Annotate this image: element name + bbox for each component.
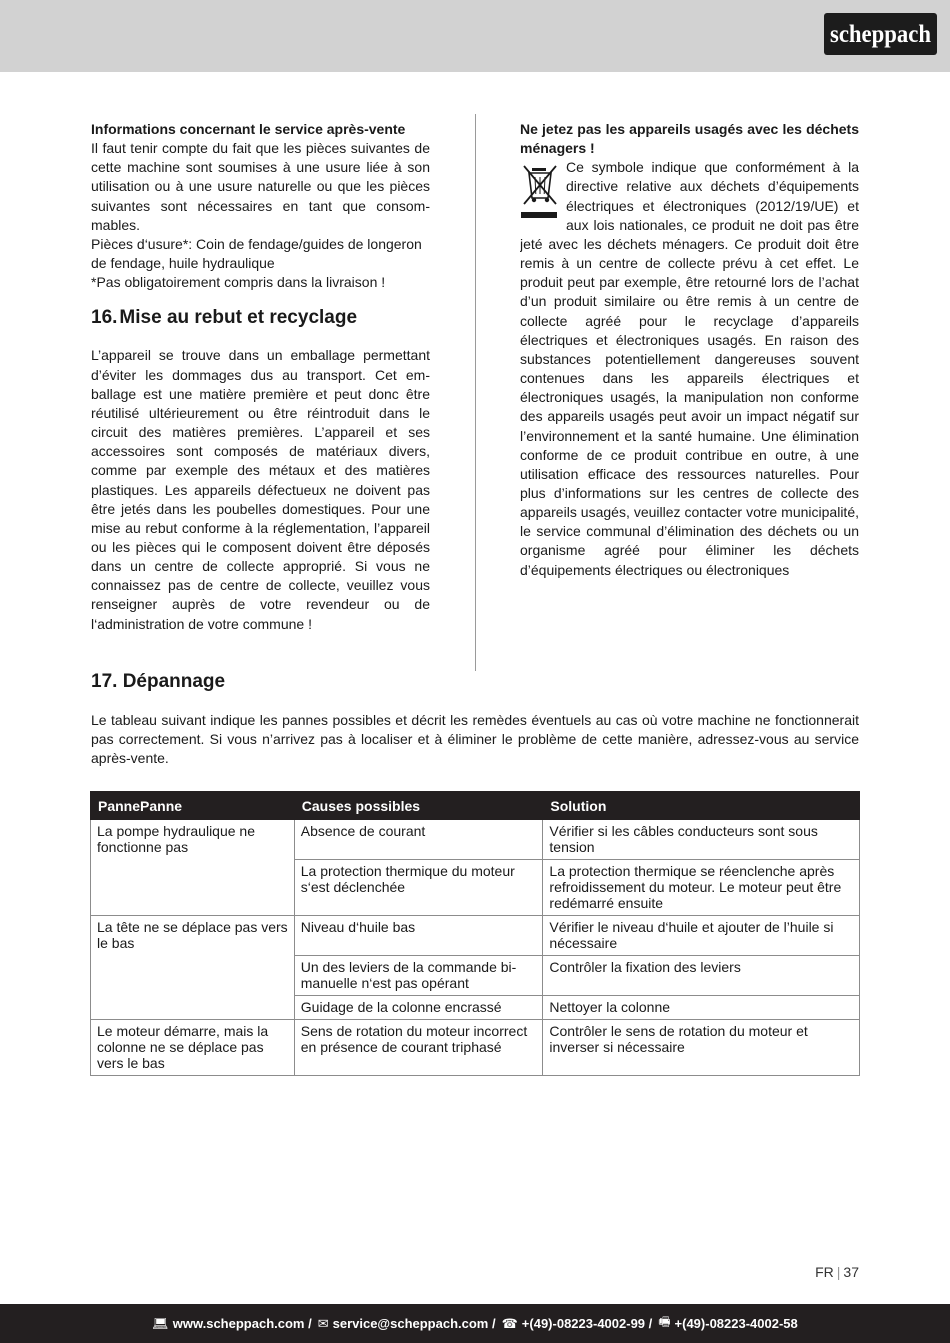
table-row: [91, 1020, 860, 1076]
column-header-causes: Causes possibles: [294, 792, 543, 820]
solution-cell: Contrôler le sens de rotation du moteur et inverser si nécessaire: [543, 1020, 860, 1076]
fault-cell: Le moteur démarre, mais la colonne ne se déplace pas vers le bas: [91, 1020, 295, 1076]
weee-heading: Ne jetez pas les appareils usagés avec les déchets ménagers !: [520, 121, 859, 157]
cause-cell: Sens de rotation du moteur incorrect en présence de courant triphasé: [294, 1020, 543, 1076]
logo-text: scheppach: [830, 21, 932, 48]
envelope-icon: ✉︎: [317, 1315, 329, 1331]
page-number: [790, 1264, 859, 1280]
cause-cell: Absence de courant: [294, 820, 543, 860]
weee-block: [520, 158, 859, 579]
cause-cell: La protection thermique du moteur s‘est déclenchée: [294, 860, 543, 916]
footer-email[interactable]: service@scheppach.com /: [332, 1316, 496, 1331]
cause-cell: Un des leviers de la commande bimanuelle n‘est pas opérant: [294, 956, 543, 996]
solution-cell: Vérifier le niveau d‘huile et ajouter de l’huile si nécessaire: [543, 916, 860, 956]
wear-parts-text: Pièces d‘usure*: Coin de fendage/guides de longeron de fendage, huile hydraulique: [91, 235, 422, 272]
crossed-out-wheelie-bin-icon: [520, 162, 560, 220]
footer-website[interactable]: www.scheppach.com /: [172, 1316, 312, 1331]
service-text: Il faut tenir compte du fait que les pièces suivantes de cette machine sont soumises à une usure liée à son utilisation ou à une usure naturelle ou que les pièces suivantes sont nécessaires en tant que consommables.: [91, 140, 430, 233]
section-17: [91, 670, 859, 768]
footer-phone: +(49)-08223-4002-99 /: [521, 1316, 653, 1331]
solution-cell: La protection thermique se réenclenche après refroidissement du moteur. Le moteur peut être redémarré ensuite: [543, 860, 860, 916]
scheppach-logo: [824, 13, 937, 55]
column-divider: [475, 114, 476, 671]
header-band: [0, 0, 950, 72]
right-column: [520, 120, 859, 580]
solution-cell: Nettoyer la colonne: [543, 996, 860, 1020]
page-number-value: 37: [843, 1264, 859, 1280]
laptop-icon: 💻︎: [152, 1315, 169, 1331]
page-language: FR: [815, 1264, 834, 1280]
fault-cell: La pompe hydraulique ne fonctionne pas: [91, 820, 295, 916]
section-16-title: [91, 306, 430, 330]
section-16-number: 16.: [91, 307, 118, 329]
weee-text: Ce symbole indique que conformément à la directive relative aux déchets d’équipements électriques et électroniques (2012/19/UE) et aux lois nationales, ce produit ne doit pas être jeté avec les déchets ménagers. Ce produit doit être remis à un centre de collecte prévu à cet effet. Le produit peut par exemple, être retourné lors de l’achat d’un produit similaire ou être remis à un centre de collecte agréé pour le recyclage d’appareils électriques et électroniques usagés. En raison des substances potentiellement dangereuses souvent contenues dans les appareils électriques et électroniques usagés, la manipulation non conforme des appareils usagés peut avoir un impact négatif sur l’environnement et la santé humaine. Une élimination conforme de ce produit contribue en outre, à une utilisation efficace des ressources naturelles. Pour plus d’informations sur les centres de collecte des appareils usagés, veuillez contacter votre municipalité, le service communal d’élimination des déchets ou un organisme agréé pour éliminer les déchets d’équipements électriques ou électroniques: [520, 159, 859, 578]
delivery-note: *Pas obligatoirement compris dans la livraison !: [91, 274, 386, 291]
solution-cell: Contrôler la fixation des leviers: [543, 956, 860, 996]
footer-fax: +(49)-08223-4002-58: [674, 1316, 798, 1331]
footer-bar: [0, 1304, 950, 1343]
column-header-fault: PannePanne: [91, 792, 295, 820]
fault-cell: La tête ne se déplace pas vers le bas: [91, 916, 295, 1020]
section-16-heading: Mise au rebut et recyclage: [119, 307, 358, 329]
section-17-title: 17. Dépannage: [91, 671, 226, 692]
page-number-separator: |: [836, 1264, 841, 1280]
table-header-row: [91, 792, 860, 820]
fax-icon: 🖷︎: [658, 1313, 671, 1329]
disposal-text: L’appareil se trouve dans un emballage permettant d’éviter les dommages dus au transport. Cet emballage est une matière première et peut donc être réutilisé ultérieurement ou être réintroduit dans le circuit des matières premières. L’appareil et ses accessoires sont composés de matériaux divers, comme par exemple des métaux et des matières plastiques. Les appareils défectueux ne doivent pas être jetés dans les poubelles domestiques. Pour une mise au rebut conforme à la réglementation, l’appareil ou les pièces qui le composent doivent être déposés dans un centre de collecte approprié. Si vous ne connaissez pas de centre de collecte, veuillez vous renseigner auprès de votre revendeur ou de l‘administration de votre commune !: [91, 347, 430, 632]
telephone-icon: ☎︎: [501, 1315, 518, 1331]
table-row: [91, 820, 860, 860]
troubleshooting-table: [90, 791, 860, 1076]
logo-wordmark: [827, 17, 934, 51]
troubleshooting-intro: Le tableau suivant indique les pannes possibles et décrit les remèdes éventuels au cas où votre machine ne fonctionnerait pas correctement. Si vous n’arrivez pas à localiser et à éliminer le problème de cette manière, adressez-vous au service après-vente.: [91, 712, 859, 767]
table-row: [91, 916, 860, 956]
cause-cell: Guidage de la colonne encrassé: [294, 996, 543, 1020]
solution-cell: Vérifier si les câbles conducteurs sont sous tension: [543, 820, 860, 860]
cause-cell: Niveau d‘huile bas: [294, 916, 543, 956]
left-column: [91, 120, 430, 634]
service-heading: Informations concernant le service après-vente: [91, 121, 406, 137]
column-header-solution: Solution: [543, 792, 860, 820]
